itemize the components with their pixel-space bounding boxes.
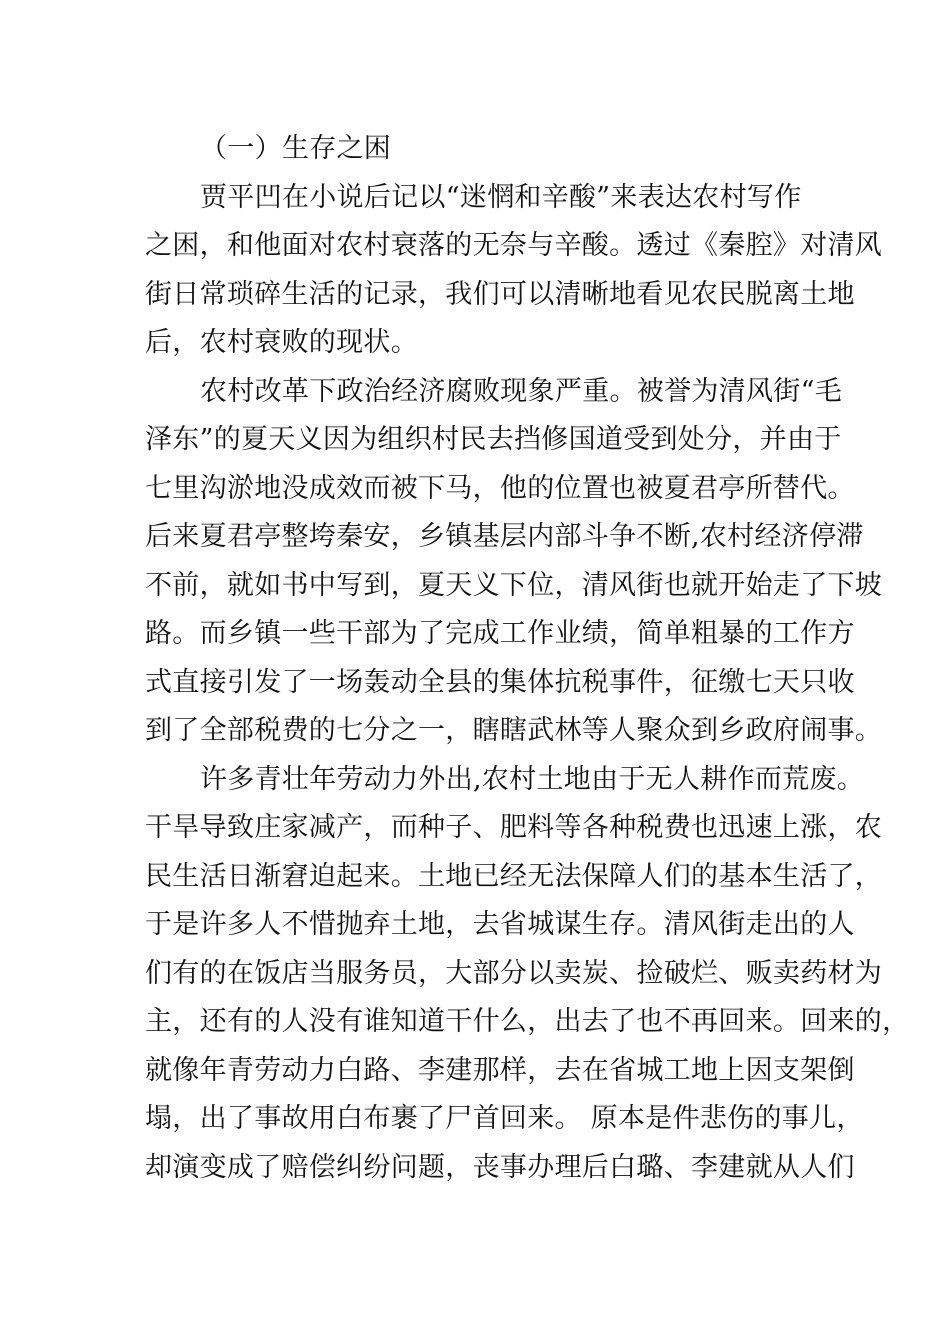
paragraph-2-line-7: 式直接引发了一场轰动全县的集体抗税事件，征缴七天只收 — [145, 666, 855, 698]
paragraph-2-line-2: 泽东”的夏天义因为组织村民去挡修国道受到处分，并由于 — [145, 424, 842, 455]
section-heading: （一）生存之困 — [200, 133, 392, 164]
paragraph-2-line-8: 到了全部税费的七分之一，瞎瞎武林等人聚众到乡政府闹事。 — [145, 715, 883, 746]
paragraph-1-line-2: 之困，和他面对农村衰落的无奈与辛酸。透过《秦腔》对清风 — [145, 230, 883, 261]
paragraph-2-line-3: 七里沟淤地没成效而被下马，他的位置也被夏君亭所替代。 — [145, 472, 855, 504]
paragraph-2-line-4: 后来夏君亭整垮秦安，乡镇基层内部斗争不断,农村经济停滞 — [145, 521, 864, 552]
paragraph-3-line-8: 塌，出了事故用白布裹了尸首回来。 原本是件悲伤的事儿， — [145, 1103, 864, 1134]
paragraph-1-line-3: 街日常琐碎生活的记录，我们可以清晰地看见农民脱离土地 — [145, 278, 855, 310]
paragraph-2-line-6: 路。而乡镇一些干部为了完成工作业绩，简单粗暴的工作方 — [145, 618, 855, 649]
paragraph-3-line-4: 于是许多人不惜抛弃土地，去省城谋生存。清风街走出的人 — [145, 909, 855, 940]
paragraph-3-line-5: 们有的在饭店当服务员，大部分以卖炭、捡破烂、贩卖药材为 — [145, 957, 883, 989]
paragraph-1-line-4: 后，农村衰败的现状。 — [145, 327, 418, 358]
paragraph-3-line-2: 干旱导致庄家减产，而种子、肥料等各种税费也迅速上涨，农 — [145, 812, 883, 843]
paragraph-3-line-1: 许多青壮年劳动力外出,农村土地由于无人耕作而荒废。 — [200, 763, 865, 795]
paragraph-1-line-1: 贾平凹在小说后记以“迷惘和辛酸”来表达农村写作 — [200, 181, 802, 213]
paragraph-3-line-6: 主，还有的人没有谁知道干什么，出去了也不再回来。回来的， — [145, 1006, 910, 1037]
paragraph-3-line-7: 就像年青劳动力白路、李建那样，去在省城工地上因支架倒 — [145, 1054, 855, 1086]
paragraph-2-line-5: 不前，就如书中写到，夏天义下位，清风街也就开始走了下坡 — [145, 569, 883, 601]
paragraph-2-line-1: 农村改革下政治经济腐败现象严重。被誉为清风街“毛 — [200, 375, 843, 407]
document-body — [145, 125, 910, 1192]
paragraph-3-line-9: 却演变成了赔偿纠纷问题，丧事办理后白璐、李建就从人们 — [145, 1151, 855, 1183]
paragraph-3-line-3: 民生活日渐窘迫起来。土地已经无法保障人们的基本生活了， — [145, 860, 883, 892]
